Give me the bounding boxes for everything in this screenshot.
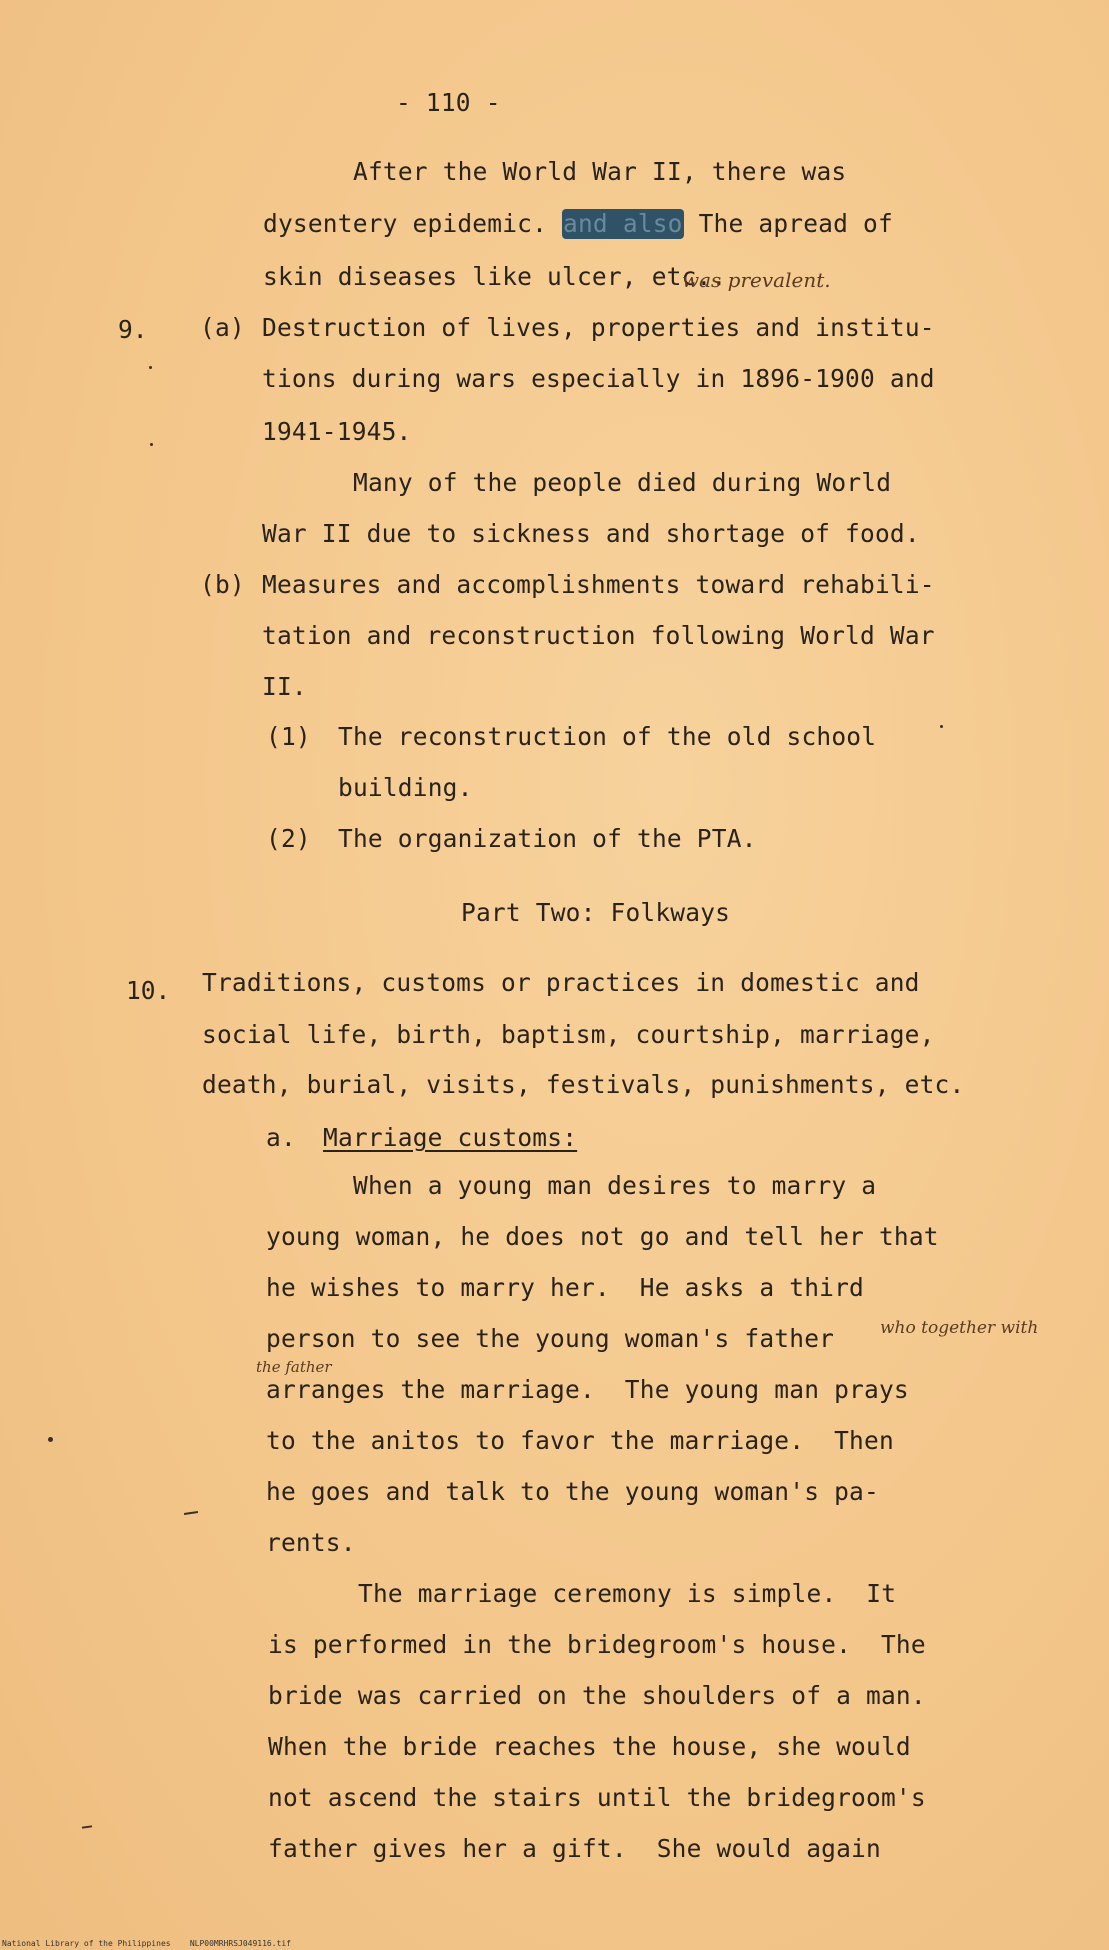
item-9a-label: (a) bbox=[200, 313, 245, 342]
item-9b-label: (b) bbox=[200, 570, 245, 599]
paper-mark bbox=[184, 1511, 198, 1515]
item-10-line-2: social life, birth, baptism, courtship, marriage, bbox=[202, 1020, 935, 1049]
item-9b-sub2-line-1: The organization of the PTA. bbox=[338, 824, 757, 853]
marriage-para-2-line-6: father gives her a gift. She would again bbox=[268, 1834, 881, 1863]
item-10a-label: a. bbox=[266, 1123, 296, 1152]
marriage-para-1-line-8: rents. bbox=[266, 1528, 356, 1557]
paper-speck bbox=[150, 443, 153, 446]
intro-line-3: skin diseases like ulcer, etc.. bbox=[263, 262, 727, 291]
marriage-para-2-line-2: is performed in the bridegroom's house. The bbox=[268, 1630, 926, 1659]
paper-speck bbox=[940, 725, 943, 728]
footer bbox=[2, 1939, 291, 1948]
intro-line-2-text-b: The apread of bbox=[698, 209, 893, 238]
marriage-para-2-line-3: bride was carried on the shoulders of a man. bbox=[268, 1681, 926, 1710]
handwritten-annotation-the-father: the father bbox=[256, 1358, 332, 1376]
item-9b-sub1-label: (1) bbox=[266, 722, 311, 751]
marriage-para-1-line-2: young woman, he does not go and tell her that bbox=[266, 1222, 939, 1251]
item-9b-line-1: Measures and accomplishments toward rehabili- bbox=[262, 570, 935, 599]
marriage-para-1-line-3: he wishes to marry her. He asks a third bbox=[266, 1273, 865, 1302]
intro-line-1: After the World War II, there was bbox=[353, 157, 847, 186]
marriage-para-2-line-4: When the bride reaches the house, she would bbox=[268, 1732, 911, 1761]
marriage-para-1-line-7: he goes and talk to the young woman's pa- bbox=[266, 1477, 879, 1506]
item-9b-line-3: II. bbox=[262, 672, 307, 701]
struck-out-text: and also bbox=[563, 209, 683, 238]
footer-library: National Library of the Philippines bbox=[2, 1939, 171, 1948]
marriage-para-2-line-1: The marriage ceremony is simple. It bbox=[358, 1579, 897, 1608]
marriage-para-1-line-5: arranges the marriage. The young man prays bbox=[266, 1375, 909, 1404]
item-9a-line-2: tions during wars especially in 1896-1900 and bbox=[262, 364, 935, 393]
part-two-heading: Part Two: Folkways bbox=[461, 898, 731, 927]
marriage-customs-heading: Marriage customs: bbox=[323, 1123, 578, 1152]
item-9-note-line-1: Many of the people died during World bbox=[353, 468, 892, 497]
item-9-number: 9. bbox=[118, 315, 148, 344]
item-10-line-1: Traditions, customs or practices in domestic and bbox=[202, 968, 920, 997]
marriage-para-1-line-4: person to see the young woman's father bbox=[266, 1324, 835, 1353]
footer-file: NLP00MRHRSJ049116.tif bbox=[189, 1939, 291, 1948]
handwritten-annotation-prevalent: was prevalent. bbox=[682, 268, 831, 292]
paper-mark bbox=[82, 1825, 92, 1828]
item-9-note-line-2: War II due to sickness and shortage of food. bbox=[262, 519, 920, 548]
intro-line-2 bbox=[263, 209, 893, 239]
page-number: - 110 - bbox=[396, 88, 501, 117]
item-10-number: 10. bbox=[126, 976, 171, 1005]
item-9b-sub1-line-2: building. bbox=[338, 773, 473, 802]
item-9a-line-3: 1941-1945. bbox=[262, 417, 412, 446]
item-9b-sub1-line-1: The reconstruction of the old school bbox=[338, 722, 877, 751]
marriage-para-1-line-6: to the anitos to favor the marriage. Then bbox=[266, 1426, 894, 1455]
item-9b-sub2-label: (2) bbox=[266, 824, 311, 853]
item-10-line-3: death, burial, visits, festivals, punishments, etc. bbox=[202, 1070, 965, 1099]
paper-speck bbox=[149, 366, 152, 369]
marriage-para-2-line-5: not ascend the stairs until the bridegroom's bbox=[268, 1783, 926, 1812]
item-9b-line-2: tation and reconstruction following World War bbox=[262, 621, 935, 650]
item-9a-line-1: Destruction of lives, properties and institu- bbox=[262, 313, 935, 342]
intro-line-2-text-a: dysentery epidemic. bbox=[263, 209, 548, 238]
marriage-para-1-line-1: When a young man desires to marry a bbox=[353, 1171, 877, 1200]
paper-speck bbox=[48, 1437, 53, 1442]
handwritten-annotation-together: who together with bbox=[880, 1318, 1039, 1338]
